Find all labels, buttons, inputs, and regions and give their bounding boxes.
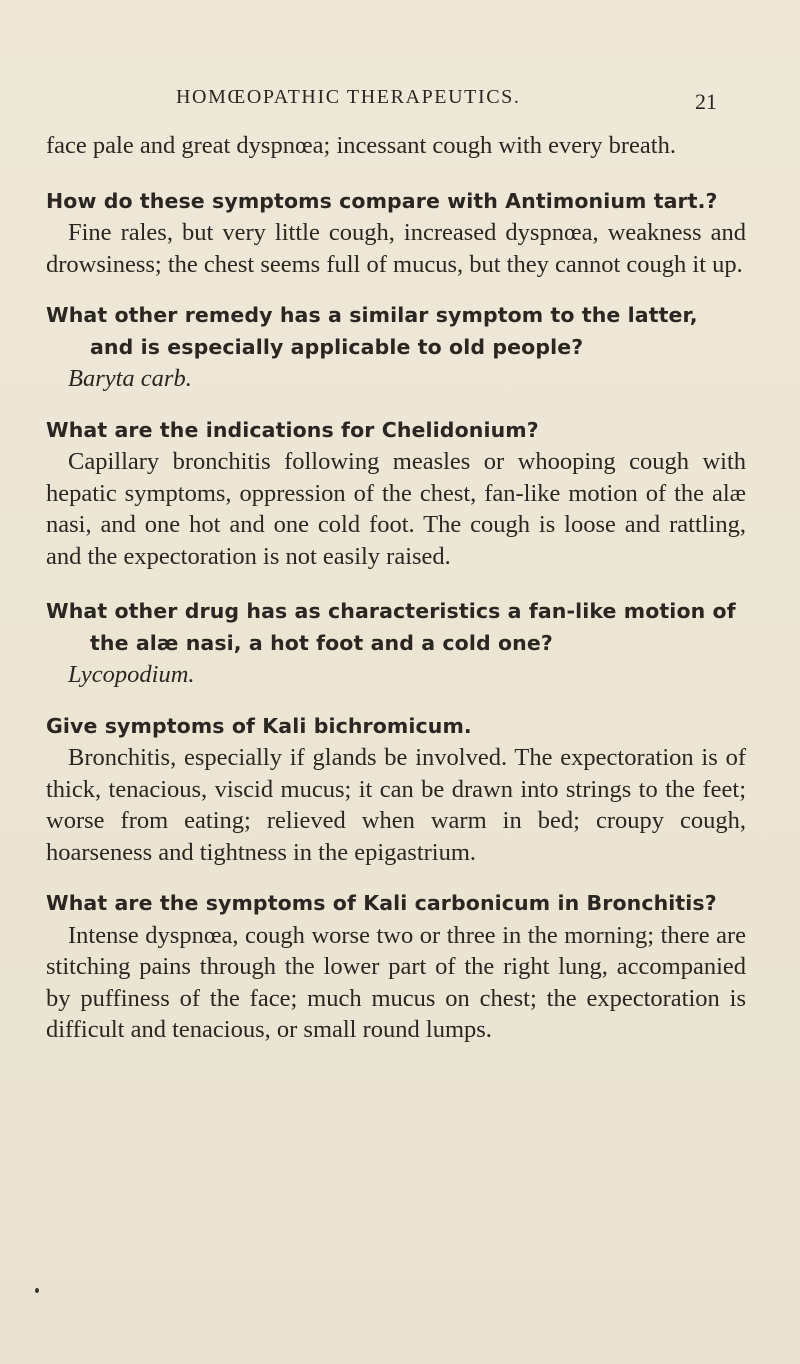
question-heading: What other remedy has a similar symptom to the latter, and is especially applicable to old people? — [46, 303, 698, 359]
answer-paragraph: face pale and great dyspnœa; incessant cough with every breath. — [46, 132, 676, 159]
answer-paragraph: Capillary bronchitis following measles or whooping cough with hepatic symptoms, oppression of the chest, fan-like motion of the alæ nasi, and one hot and one cold foot. The cough is loose and rattling, and the expectoration is not easily raised. — [46, 448, 746, 570]
question-heading: How do these symptoms compare with Antimonium tart.? — [46, 188, 718, 213]
remedy-answer: Lycopodium. — [68, 661, 195, 688]
page-body — [46, 130, 746, 1046]
print-speck — [35, 1288, 39, 1293]
remedy-answer: Baryta carb. — [68, 365, 192, 392]
answer-paragraph: Fine rales, but very little cough, increased dyspnœa, weakness and drowsiness; the chest seems full of mucus, but they cannot cough it up. — [46, 219, 746, 278]
running-title: HOMŒOPATHIC THERAPEUTICS. — [176, 86, 521, 108]
page-number: 21 — [695, 89, 717, 114]
question-heading: What are the indications for Chelidonium? — [46, 417, 539, 442]
question-heading: What other drug has as characteristics a fan-like motion of the alæ nasi, a hot foot and a cold one? — [46, 599, 736, 655]
answer-paragraph: Bronchitis, especially if glands be involved. The expectoration is of thick, tenacious, viscid mucus; it can be drawn into strings to the feet; worse from eating; relieved when warm in bed; croupy cough, hoarseness and tightness in the epigastrium. — [46, 744, 746, 866]
answer-paragraph: Intense dyspnœa, cough worse two or three in the morning; there are stitching pains through the lower part of the right lung, accompanied by puffiness of the face; much mucus on chest; the expectoration is difficult and tenacious, or small round lumps. — [46, 921, 746, 1043]
question-heading: What are the symptoms of Kali carbonicum in Bronchitis? — [46, 891, 717, 915]
question-heading: Give symptoms of Kali bichromicum. — [46, 713, 472, 738]
